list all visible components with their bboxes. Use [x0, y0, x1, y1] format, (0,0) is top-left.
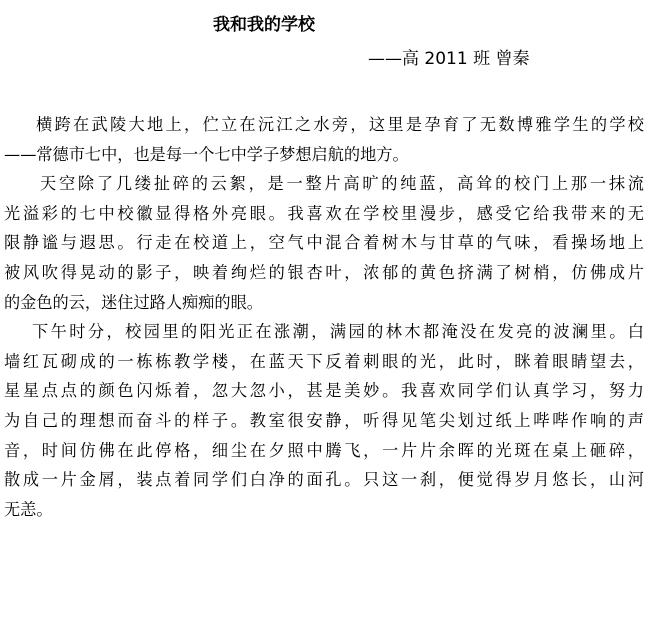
paragraph-2 [4, 169, 654, 317]
text-line: 为自己的理想而奋斗的样子。教室很安静，听得见笔尖划过纸上哔哔作响的声 [4, 410, 644, 430]
text-line: 被风吹得晃动的影子，映着绚烂的银杏叶，浓郁的黄色挤满了树梢，仿佛成片 [4, 262, 644, 282]
text-line: 下午时分，校园里的阳光正在涨潮，满园的林木都淹没在发亮的波澜里。白 [32, 322, 644, 342]
text-line: 天空除了几缕扯碎的云絮，是一整片高旷的纯蓝，高耸的校门上那一抹流 [40, 174, 644, 194]
paragraph-1 [4, 110, 654, 169]
text-line: 音，时间仿佛在此停格，细尘在夕照中腾飞，一片片余晖的光斑在桌上砸碎， [4, 440, 644, 460]
author-byline: ——高 2011 班 曾秦 [368, 49, 530, 69]
essay-body [4, 110, 654, 524]
text-line: 墙红瓦砌成的一栋栋教学楼，在蓝天下反着刺眼的光，此时，眯着眼睛望去， [4, 351, 644, 371]
text-line: 的金色的云，迷住过路人痴痴的眼。 [4, 292, 263, 312]
text-line: ——常德市七中，也是每一个七中学子梦想启航的地方。 [4, 144, 409, 164]
text-line: 光溢彩的七中校徽显得格外亮眼。我喜欢在学校里漫步，感受它给我带来的无 [4, 203, 644, 223]
text-line: 限静谧与遐思。行走在校道上，空气中混合着树木与甘草的气味，看操场地上 [4, 233, 644, 253]
text-line: 横跨在武陵大地上，伫立在沅江之水旁，这里是孕育了无数博雅学生的学校 [36, 115, 644, 134]
text-line: 星星点点的颜色闪烁着，忽大忽小，甚是美妙。我喜欢同学们认真学习，努力 [4, 381, 644, 401]
text-line: 无恙。 [4, 499, 53, 519]
page-title: 我和我的学校 [213, 15, 315, 35]
paragraph-3 [4, 317, 654, 524]
text-line: 散成一片金屑，装点着同学们白净的面孔。只这一刹，便觉得岁月悠长，山河 [4, 470, 644, 490]
